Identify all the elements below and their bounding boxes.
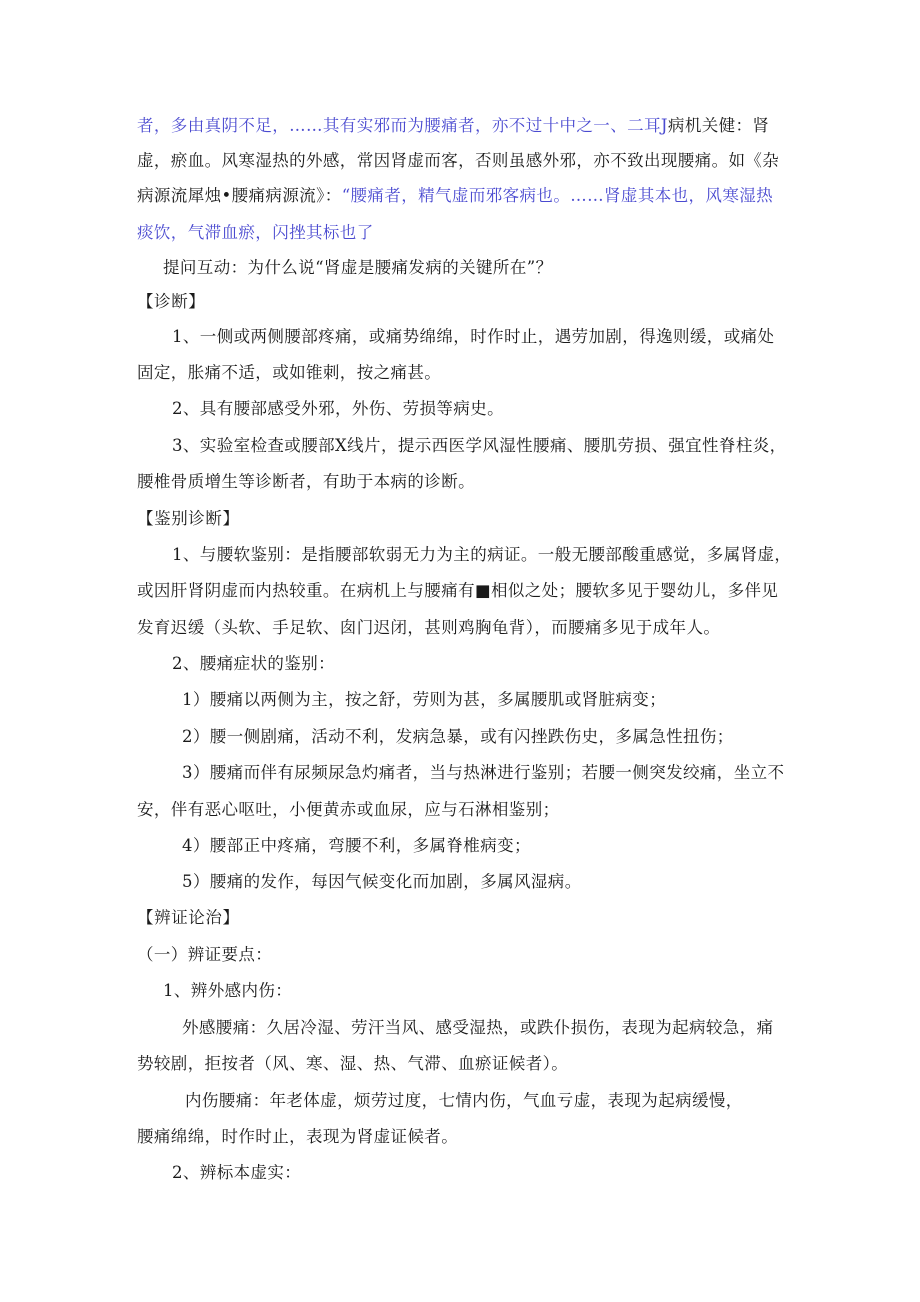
text-segment: 发育迟缓（头软、手足软、囱门迟闭，甚则鸡胸龟背），而腰痛多见于成年人。 [137, 618, 721, 637]
text-segment: 2、腰痛症状的鉴别： [172, 654, 335, 673]
list-item-2 [182, 726, 734, 748]
text-segment: （一）辨证要点： [137, 945, 273, 964]
subsection-heading [137, 944, 272, 966]
list-item-5 [182, 871, 582, 893]
text-segment: 2）腰一侧剧痛，活动不利，发病急暴，或有闪挫跌伤史，多属急性扭伤； [182, 727, 734, 746]
text-line-diag-3 [172, 435, 787, 457]
text-line-internal [185, 1090, 743, 1112]
question-line [163, 257, 552, 279]
text-segment: 腰痛绵绵，时作时止，表现为肾虚证候者。 [137, 1127, 459, 1146]
subpoint-2 [172, 1162, 301, 1184]
text-line-diff-1 [172, 544, 791, 566]
subpoint-1 [163, 980, 292, 1002]
text-segment: 2、具有腰部感受外邪，外伤、劳损等病史。 [172, 399, 504, 418]
section-heading-diagnosis [137, 291, 205, 313]
text-segment: 病机关健：肾 [667, 116, 770, 135]
list-item-1 [182, 689, 666, 711]
heading-text: 【鉴别诊断】 [137, 509, 240, 528]
text-line-4 [137, 222, 374, 244]
text-segment: 势较剧，拒按者（风、寒、湿、热、气滞、血瘀证候者）。 [137, 1054, 569, 1073]
text-segment: 固定，胀痛不适，或如锥刺，按之痛甚。 [137, 363, 442, 382]
text-line-1 [137, 115, 769, 137]
text-line-2 [137, 150, 779, 172]
text-segment: 5）腰痛的发作，每因气候变化而加剧，多属风湿病。 [182, 872, 582, 891]
heading-text: 【辨证论治】 [137, 908, 240, 927]
text-line-diag-1b [137, 362, 441, 384]
text-segment: 1、辨外感内伤： [163, 981, 293, 1000]
quote-segment: 者，多由真阴不足，……其有实邪而为腰痛者，亦不过十中之一、二耳J [137, 116, 668, 135]
text-segment: 4）腰部正中疼痛，弯腰不利，多属脊椎病变； [182, 836, 531, 855]
text-segment: 内伤腰痛：年老体虚，烦劳过度，七情内伤，气血亏虚，表现为起病缓慢， [185, 1091, 743, 1110]
text-segment: 1、一侧或两侧腰部疼痛，或痛势绵绵，时作时止，遇劳加剧，得逸则缓，或痛处 [172, 327, 775, 346]
section-heading-differential [137, 508, 240, 530]
text-segment: 3、实验室检查或腰部X线片，提示西医学风湿性腰痛、腰肌劳损、强宜性脊柱炎， [172, 436, 787, 455]
text-line-diff-2 [172, 653, 335, 675]
text-segment: 腰椎骨质增生等诊断者，有助于本病的诊断。 [137, 472, 475, 491]
text-segment: 病源流犀烛•腰痛病源流》： [137, 186, 342, 205]
text-segment: 1、与腰软鉴别：是指腰部软弱无力为主的病证。一般无腰部酸重感觉，多属肾虚， [172, 545, 792, 564]
text-line-external [182, 1017, 774, 1039]
text-line-diag-3b [137, 471, 475, 493]
text-line-diff-1b [137, 580, 778, 602]
text-segment: 3）腰痛而伴有尿频尿急灼痛者，当与热淋进行鉴别；若腰一侧突发绞痛，坐立不 [182, 763, 785, 782]
list-item-3b [137, 799, 560, 821]
text-segment: 2、辨标本虚实： [172, 1163, 302, 1182]
quote-segment: 痰饮，气滞血瘀，闪挫其标也了 [137, 223, 374, 242]
text-segment: 1）腰痛以两侧为主，按之舒，劳则为甚，多属腰肌或肾脏病变； [182, 690, 667, 709]
text-line-diff-1c [137, 617, 720, 639]
text-line-internal-b [137, 1126, 458, 1148]
text-line-3 [137, 185, 773, 207]
quote-segment: “腰痛者，精气虚而邪客病也。……肾虚其本也，风寒湿热 [341, 186, 774, 205]
text-segment: 安，伴有恶心呕吐，小便黄赤或血尿，应与石淋相鉴别； [137, 800, 560, 819]
text-segment: 虚，瘀血。风寒湿热的外感，常因肾虚而客，否则虽感外邪，亦不致出现腰痛。如《杂 [137, 151, 780, 170]
list-item-3 [182, 762, 784, 784]
text-segment: 提问互动：为什么说“肾虚是腰痛发病的关键所在”？ [163, 258, 553, 277]
text-line-diag-2 [172, 398, 504, 420]
text-segment: 外感腰痛：久居冷湿、劳汗当风、感受湿热，或跌仆损伤，表现为起病较急，痛 [182, 1018, 774, 1037]
text-line-external-b [137, 1053, 568, 1075]
heading-text: 【诊断】 [137, 292, 206, 311]
text-line-diag-1 [172, 326, 774, 348]
section-heading-treatment [137, 907, 240, 929]
text-segment: 或因肝肾阴虚而内热较重。在病机上与腰痛有■相似之处；腰软多见于婴幼儿，多伴见 [137, 581, 779, 600]
list-item-4 [182, 835, 531, 857]
